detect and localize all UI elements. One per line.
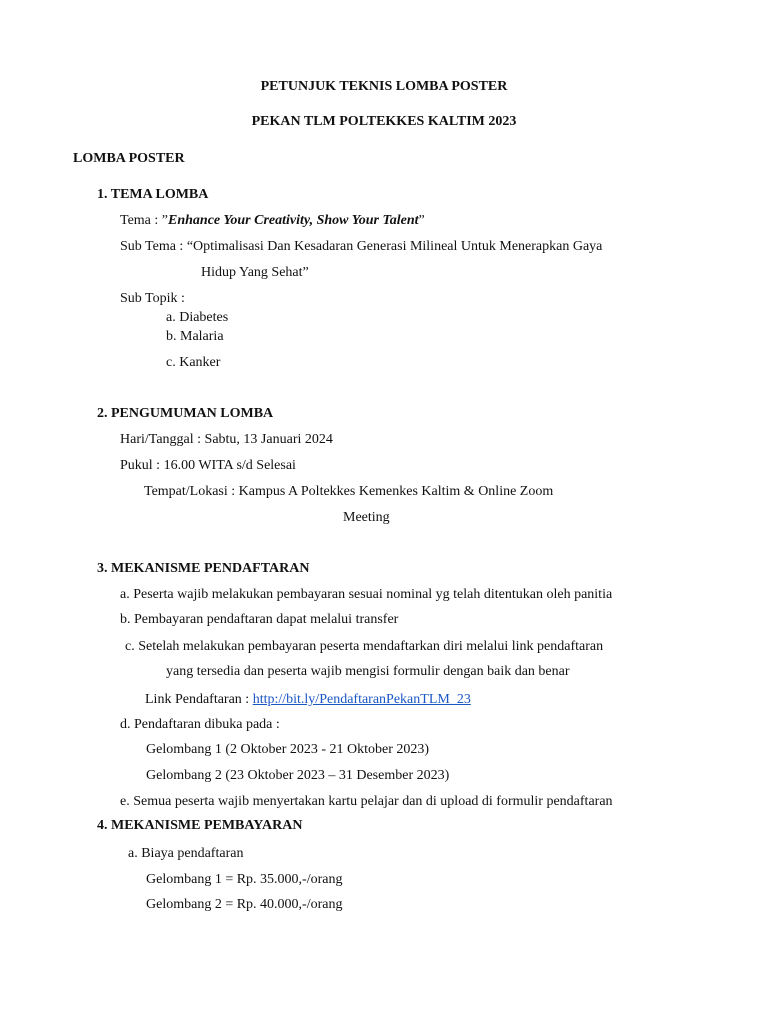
hari-tanggal: Hari/Tanggal : Sabtu, 13 Januari 2024 bbox=[120, 432, 333, 447]
gelombang-2-date: Gelombang 2 (23 Oktober 2023 – 31 Desember 2023) bbox=[146, 768, 450, 783]
list-item: b. Pembayaran pendaftaran dapat melalui transfer bbox=[120, 612, 399, 627]
list-item: d. Pendaftaran dibuka pada : bbox=[120, 717, 280, 732]
doc-subtitle: PEKAN TLM POLTEKKES KALTIM 2023 bbox=[251, 114, 517, 129]
pukul: Pukul : 16.00 WITA s/d Selesai bbox=[120, 458, 296, 473]
list-item: a. Peserta wajib melakukan pembayaran sesuai nominal yg telah ditentukan oleh panitia bbox=[120, 587, 613, 602]
doc-title: PETUNJUK TEKNIS LOMBA POSTER bbox=[260, 79, 508, 94]
tempat-line-1: Tempat/Lokasi : Kampus A Poltekkes Kemenkes Kaltim & Online Zoom bbox=[144, 484, 554, 499]
section-3-title: 3. MEKANISME PENDAFTARAN bbox=[97, 561, 310, 576]
tempat-line-2: Meeting bbox=[343, 510, 390, 525]
list-item: c. Setelah melakukan pembayaran peserta mendaftarkan diri melalui link pendaftaran bbox=[125, 639, 604, 654]
subtema-line-1: Sub Tema : “Optimalisasi Dan Kesadaran Generasi Milineal Untuk Menerapkan Gaya bbox=[120, 239, 603, 254]
subtopik-label: Sub Topik : bbox=[120, 291, 185, 306]
section-1-title: 1. TEMA LOMBA bbox=[97, 187, 209, 202]
list-item: e. Semua peserta wajib menyertakan kartu pelajar dan di upload di formulir pendaftaran bbox=[120, 794, 613, 809]
link-label: Link Pendaftaran : bbox=[145, 692, 253, 707]
list-item: a. Biaya pendaftaran bbox=[128, 846, 244, 861]
tema-prefix: Tema : ” bbox=[120, 213, 168, 228]
subtema-line-2: Hidup Yang Sehat” bbox=[201, 265, 309, 280]
section-2-title: 2. PENGUMUMAN LOMBA bbox=[97, 406, 274, 421]
list-item: b. Malaria bbox=[166, 329, 224, 344]
tema-value: Enhance Your Creativity, Show Your Talent bbox=[168, 213, 419, 228]
list-item: c. Kanker bbox=[166, 355, 221, 370]
list-item-continuation: yang tersedia dan peserta wajib mengisi formulir dengan baik dan benar bbox=[166, 664, 570, 679]
link-line bbox=[145, 691, 471, 709]
list-item: a. Diabetes bbox=[166, 310, 229, 325]
gelombang-1-date: Gelombang 1 (2 Oktober 2023 - 21 Oktober 2023) bbox=[146, 742, 430, 757]
tema-line bbox=[120, 212, 425, 230]
gelombang-1-fee: Gelombang 1 = Rp. 35.000,-/orang bbox=[146, 872, 343, 887]
section-4-title: 4. MEKANISME PEMBAYARAN bbox=[97, 818, 303, 833]
tema-suffix: ” bbox=[418, 213, 425, 228]
registration-link[interactable]: http://bit.ly/PendaftaranPekanTLM_23 bbox=[252, 692, 471, 707]
section-heading: LOMBA POSTER bbox=[73, 151, 185, 166]
gelombang-2-fee: Gelombang 2 = Rp. 40.000,-/orang bbox=[146, 897, 343, 912]
